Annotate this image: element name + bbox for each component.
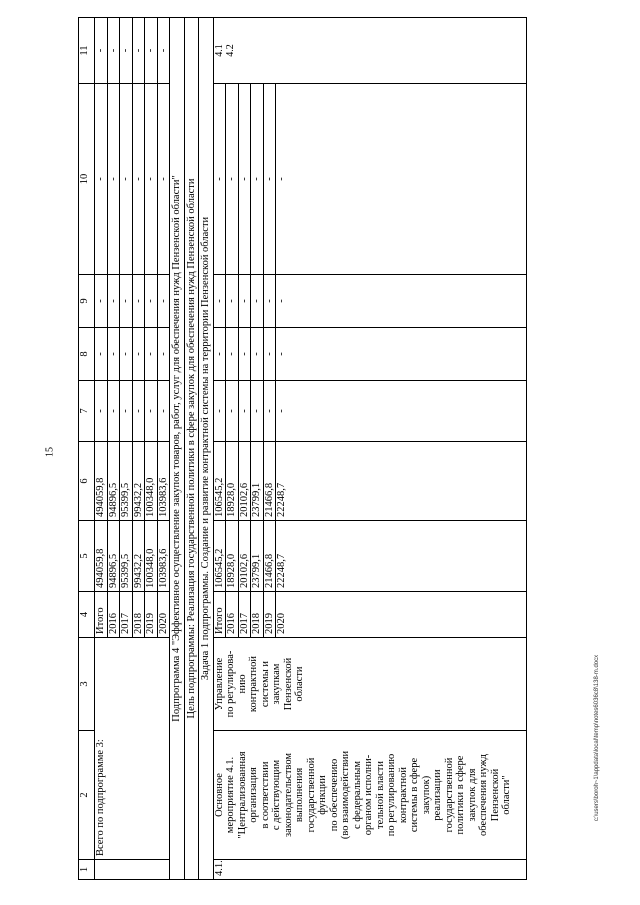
value-cell: 20102,6: [238, 521, 251, 592]
value-cell: 23799,1: [251, 442, 264, 521]
col-header: 6: [79, 442, 95, 521]
executor-line: контрактной: [248, 655, 259, 713]
value-cell: 103983,6: [157, 442, 170, 521]
value-cell: -: [95, 84, 108, 275]
col-header: 5: [79, 521, 95, 592]
executor-line: области: [294, 666, 305, 702]
value-cell: -: [120, 18, 133, 84]
table-row: [213, 18, 226, 880]
event-name-line: мероприятие 4.1.: [225, 756, 236, 834]
value-cell: -: [145, 381, 158, 442]
value-cell: -: [213, 275, 226, 328]
event-name-line: (во взаимодействии: [340, 750, 351, 840]
event-executor: [213, 638, 527, 731]
footer-file-path: c:\users\boroh~1\appdata\local\temp\notes6036c8\138-m.docx: [594, 654, 600, 822]
event-name: [213, 731, 527, 860]
value-cell: -: [120, 84, 133, 275]
table-row: [170, 18, 185, 880]
value-cell: -: [145, 328, 158, 381]
event-name-line: в соответствии: [259, 761, 271, 829]
year-cell: 2016: [107, 592, 120, 638]
value-cell: -: [238, 328, 251, 381]
value-cell: -: [132, 275, 145, 328]
event-name-line: с действующим: [271, 759, 282, 831]
value-cell: 106545,2: [213, 521, 226, 592]
year-cell: 2017: [120, 592, 133, 638]
col-header: 9: [79, 275, 95, 328]
value-cell: 20102,6: [238, 442, 251, 521]
value-cell: 95399,5: [120, 442, 133, 521]
event-name-line: законодательством: [282, 752, 294, 838]
year-cell: 2020: [276, 592, 527, 638]
value-cell: 99432,2: [132, 521, 145, 592]
year-cell: Итого: [95, 592, 108, 638]
value-cell: 18928,0: [226, 442, 239, 521]
year-cell: 2020: [157, 592, 170, 638]
value-cell: -: [276, 275, 527, 328]
value-cell: -: [238, 275, 251, 328]
value-cell: 95399,5: [120, 521, 133, 592]
value-cell: -: [226, 328, 239, 381]
executor-line: Пензенской: [282, 657, 294, 711]
value-cell: -: [157, 18, 170, 84]
value-cell: -: [132, 328, 145, 381]
value-cell: -: [226, 84, 239, 275]
year-cell: 2018: [251, 592, 264, 638]
value-cell: -: [107, 328, 120, 381]
event-name-line: реализации: [432, 769, 443, 821]
event-name-line: организация: [248, 767, 259, 823]
year-cell: 2019: [145, 592, 158, 638]
value-cell: -: [263, 275, 276, 328]
value-cell: -: [132, 381, 145, 442]
value-cell: -: [251, 328, 264, 381]
value-cell: -: [276, 328, 527, 381]
event-name-line: Пензенской: [489, 768, 501, 822]
executor-line: по регулирова-: [225, 650, 236, 718]
value-cell: 94896,5: [107, 521, 120, 592]
event-name-line: политики в сфере: [455, 755, 466, 835]
value-cell: -: [95, 275, 108, 328]
value-cell: -: [157, 328, 170, 381]
indicator-refs: [213, 18, 527, 84]
value-cell: 106545,2: [213, 442, 226, 521]
value-cell: -: [276, 84, 527, 275]
event-name-line: по регулированию: [386, 753, 397, 837]
event-name-line: органом исполни-: [363, 754, 374, 836]
year-cell: 2018: [132, 592, 145, 638]
value-cell: -: [95, 381, 108, 442]
col-header: 4: [79, 592, 95, 638]
table-row: [199, 18, 214, 880]
event-name-line: обеспечения нужд: [478, 753, 489, 837]
value-cell: -: [251, 381, 264, 442]
value-cell: 22248,7: [276, 442, 527, 521]
event-name-line: государственной: [305, 757, 317, 833]
event-name-line: с федеральным: [351, 761, 363, 829]
year-cell: 2019: [263, 592, 276, 638]
event-name-line: контрактной: [397, 766, 409, 824]
value-cell: -: [226, 381, 239, 442]
value-cell: 494059,8: [95, 521, 108, 592]
col-header: 10: [79, 84, 95, 275]
value-cell: -: [157, 381, 170, 442]
event-name-line: тельной власти: [374, 761, 386, 829]
value-cell: 22248,7: [276, 521, 527, 592]
value-cell: -: [276, 381, 527, 442]
value-cell: -: [120, 328, 133, 381]
rotated-table-wrapper: [78, 18, 585, 880]
header-row: [79, 18, 95, 880]
value-cell: -: [157, 84, 170, 275]
event-name-line: государственной: [443, 757, 455, 833]
subprogram-title: Подпрограмма 4 "Эффективное осуществление закупок товаров, работ, услуг для обеспечения нужд Пензенской области": [170, 18, 185, 880]
year-cell: 2016: [226, 592, 239, 638]
year-cell: 2017: [238, 592, 251, 638]
value-cell: -: [132, 84, 145, 275]
event-name-line: функции: [317, 775, 328, 815]
value-cell: -: [107, 84, 120, 275]
value-cell: -: [145, 84, 158, 275]
event-name-line: "Централизованная: [236, 751, 248, 839]
value-cell: 100348,0: [145, 521, 158, 592]
event-name-line: закупок): [420, 775, 432, 815]
value-cell: 494059,8: [95, 442, 108, 521]
table-row: [184, 18, 199, 880]
executor-line: закупкам: [271, 663, 282, 705]
value-cell: -: [132, 18, 145, 84]
program-table: [78, 17, 527, 880]
executor-line: нию: [236, 674, 248, 694]
col-header: 7: [79, 381, 95, 442]
value-cell: -: [107, 275, 120, 328]
value-cell: 94896,5: [107, 442, 120, 521]
col-header: 3: [79, 638, 95, 731]
event-name-line: закупок для: [466, 768, 478, 822]
col-header: 11: [79, 18, 95, 84]
indicator-ref: 4.1: [213, 44, 225, 57]
year-cell: Итого: [213, 592, 226, 638]
value-cell: -: [95, 328, 108, 381]
value-cell: 99432,2: [132, 442, 145, 521]
value-cell: -: [145, 18, 158, 84]
value-cell: -: [120, 381, 133, 442]
table-row: [95, 18, 108, 880]
col-header: 8: [79, 328, 95, 381]
value-cell: -: [226, 275, 239, 328]
value-cell: -: [263, 381, 276, 442]
executor-line: Управление: [213, 657, 225, 711]
value-cell: -: [95, 18, 108, 84]
col-header: 2: [79, 731, 95, 860]
value-cell: 18928,0: [226, 521, 239, 592]
value-cell: -: [238, 381, 251, 442]
value-cell: 23799,1: [251, 521, 264, 592]
event-name-line: Основное: [213, 773, 225, 817]
value-cell: -: [238, 84, 251, 275]
value-cell: -: [120, 275, 133, 328]
executor-line: системы и: [259, 660, 271, 708]
value-cell: 21466,8: [263, 442, 276, 521]
event-number: 4.1.: [213, 860, 527, 880]
value-cell: 21466,8: [263, 521, 276, 592]
event-name-line: по обеспечению: [328, 758, 340, 832]
value-cell: -: [263, 84, 276, 275]
value-cell: -: [157, 275, 170, 328]
value-cell: 103983,6: [157, 521, 170, 592]
subprogram-goal: Цель подпрограммы: Реализация государственной политики в сфере закупок для обеспечения нужд Пензенской области: [184, 18, 199, 880]
value-cell: -: [107, 381, 120, 442]
task-heading: Задача 1 подпрограммы. Создание и развитие контрактной системы на территории Пензенской области: [199, 18, 214, 880]
value-cell: 100348,0: [145, 442, 158, 521]
total-label: Всего по подпрограмме 3:: [95, 638, 170, 860]
value-cell: -: [107, 18, 120, 84]
col-header: 1: [79, 860, 95, 880]
value-cell: -: [213, 84, 226, 275]
value-cell: -: [251, 84, 264, 275]
page-number: 15: [44, 447, 56, 457]
event-name-line: выполнения: [294, 767, 305, 823]
value-cell: -: [213, 381, 226, 442]
value-cell: -: [251, 275, 264, 328]
value-cell: -: [213, 328, 226, 381]
event-name-line: системы в сфере: [409, 757, 420, 833]
indicator-ref: 4.2: [224, 44, 236, 57]
event-name-line: области": [501, 775, 512, 815]
value-cell: -: [263, 328, 276, 381]
value-cell: -: [145, 275, 158, 328]
total-num-cell: [95, 860, 170, 880]
